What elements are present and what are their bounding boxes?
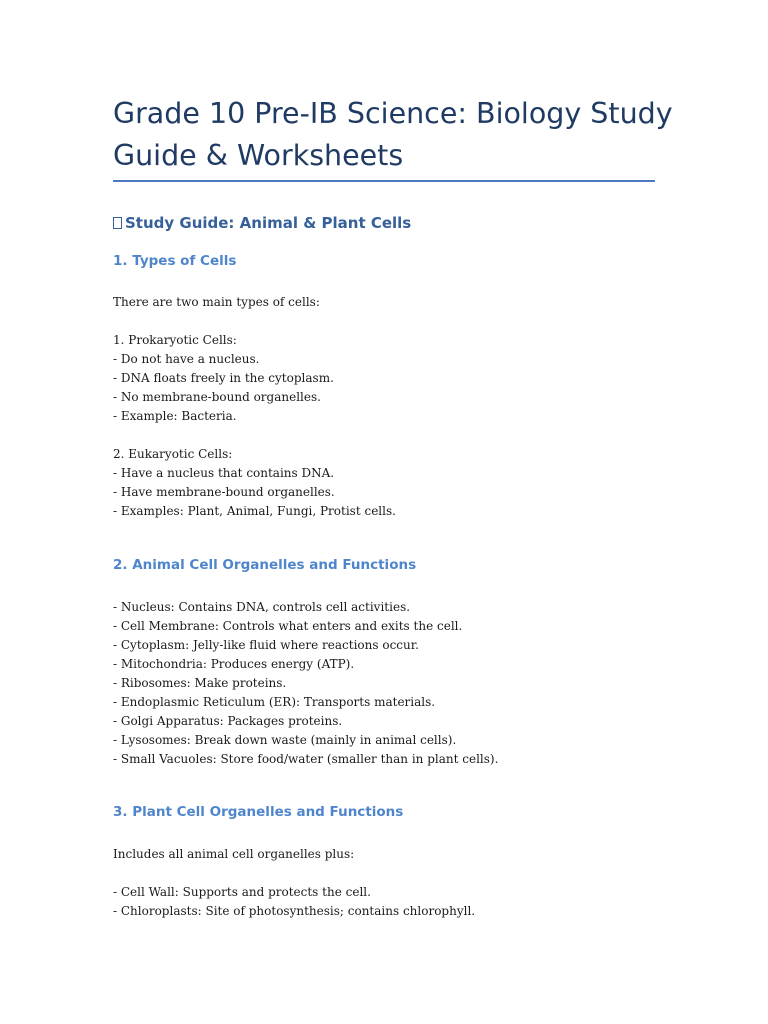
- intro-text: There are two main types of cells:: [113, 295, 320, 309]
- list-item: - Cell Membrane: Controls what enters and exits the cell.: [113, 619, 463, 633]
- list-item: - No membrane-bound organelles.: [113, 390, 321, 404]
- title-underline: [113, 180, 655, 182]
- missing-glyph-icon: [113, 217, 122, 229]
- list-item: - Lysosomes: Break down waste (mainly in animal cells).: [113, 733, 457, 747]
- section-types-of-cells-body: [113, 293, 713, 521]
- intro-text: Includes all animal cell organelles plus:: [113, 847, 355, 861]
- section-animal-organelles-body: [113, 598, 713, 769]
- list-item: - Do not have a nucleus.: [113, 352, 260, 366]
- list-item: - DNA floats freely in the cytoplasm.: [113, 371, 334, 385]
- list-item: - Example: Bacteria.: [113, 409, 237, 423]
- section-heading-plant-organelles: 3. Plant Cell Organelles and Functions: [113, 804, 404, 820]
- section-plant-organelles-body: [113, 845, 713, 921]
- section-heading-animal-organelles: 2. Animal Cell Organelles and Functions: [113, 557, 417, 573]
- list-item: - Cytoplasm: Jelly-like fluid where reactions occur.: [113, 638, 419, 652]
- group-title: 1. Prokaryotic Cells:: [113, 333, 237, 347]
- list-item: - Golgi Apparatus: Packages proteins.: [113, 714, 343, 728]
- list-item: - Cell Wall: Supports and protects the cell.: [113, 885, 371, 899]
- blank-line: [113, 864, 713, 883]
- list-item: - Mitochondria: Produces energy (ATP).: [113, 657, 355, 671]
- blank-line: [113, 426, 713, 445]
- section-heading-types-of-cells: 1. Types of Cells: [113, 253, 237, 269]
- document-title: Grade 10 Pre-IB Science: Biology Study Guide & Worksheets: [113, 97, 673, 172]
- blank-line: [113, 312, 713, 331]
- list-item: - Endoplasmic Reticulum (ER): Transports materials.: [113, 695, 436, 709]
- list-item: - Ribosomes: Make proteins.: [113, 676, 287, 690]
- list-item: - Have a nucleus that contains DNA.: [113, 466, 335, 480]
- list-item: - Small Vacuoles: Store food/water (smaller than in plant cells).: [113, 752, 499, 766]
- list-item: - Chloroplasts: Site of photosynthesis; contains chlorophyll.: [113, 904, 476, 918]
- list-item: - Nucleus: Contains DNA, controls cell activities.: [113, 600, 411, 614]
- list-item: - Have membrane-bound organelles.: [113, 485, 335, 499]
- group-title: 2. Eukaryotic Cells:: [113, 447, 233, 461]
- study-guide-heading-text: Study Guide: Animal & Plant Cells: [125, 214, 412, 232]
- study-guide-heading: [113, 212, 411, 234]
- list-item: - Examples: Plant, Animal, Fungi, Protist cells.: [113, 504, 396, 518]
